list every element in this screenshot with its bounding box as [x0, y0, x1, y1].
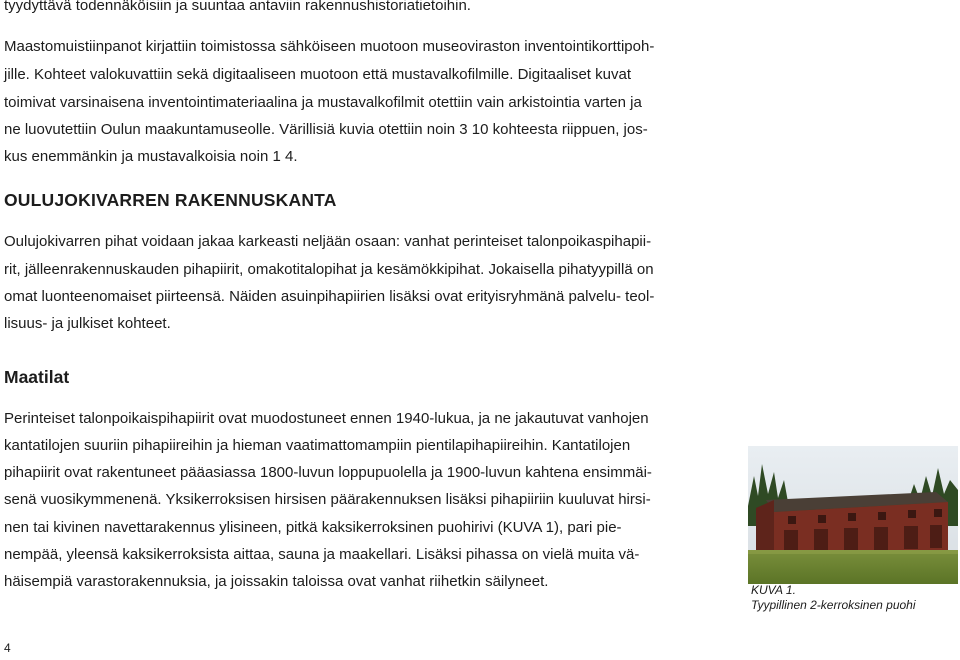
building-photo — [748, 446, 958, 584]
text-line: tyydyttävä todennäköisiin ja suuntaa antaviin rakennushistoriatietoihin. — [4, 0, 471, 14]
text-line: Maastomuistiinpanot kirjattiin toimistossa sähköiseen muotoon museoviraston inventointikorttipoh- — [4, 38, 655, 55]
text-line: Perinteiset talonpoikaispihapiirit ovat muodostuneet ennen 1940-lukua, ja ne jakautuvat vanhojen — [4, 410, 649, 427]
text-line: nen tai kivinen navettarakennus ylisineen, pitkä kaksikerroksinen puohirivi (KUVA 1), pari pie- — [4, 519, 622, 536]
text-line: jille. Kohteet valokuvattiin sekä digitaaliseen muotoon että mustavalkofilmille. Digitaaliset kuvat — [4, 66, 631, 83]
text-line: pihapiirit ovat rakentuneet pääasiassa 1800-luvun loppupuolella ja 1900-luvun kahtena ensimmäi- — [4, 464, 652, 481]
text-line: häisempiä varastorakennuksia, ja joissakin taloissa ovat vanhat riihetkin säilyneet. — [4, 573, 549, 590]
figure-caption-text: Tyypillinen 2-kerroksinen puohi — [751, 598, 916, 612]
text-line: kus enemmänkin ja mustavalkoisia noin 1 4. — [4, 148, 298, 165]
text-line: toimivat varsinaisena inventointimateriaalina ja mustavalkofilmit otettiin vain arkistointia varten ja — [4, 94, 642, 111]
section-heading: OULUJOKIVARREN RAKENNUSKANTA — [4, 190, 337, 210]
text-line: ne luovutettiin Oulun maakuntamuseolle. Värillisiä kuvia otettiin noin 3 10 kohteesta riippuen, jos- — [4, 121, 648, 138]
subsection-heading: Maatilat — [4, 367, 70, 387]
page-number: 4 — [4, 641, 11, 655]
text-line: lisuus- ja julkiset kohteet. — [4, 315, 171, 332]
text-line: senä vuosikymmenenä. Yksikerroksisen hirsisen päärakennuksen lisäksi pihapiiriin kuuluvat hirsi- — [4, 491, 651, 508]
text-line: omat luonteenomaiset piirteensä. Näiden asuinpihapiirien lisäksi ovat erityisryhmänä palvelu- teol- — [4, 288, 655, 305]
text-line: rit, jälleenrakennuskauden pihapiirit, omakotitalopihat ja kesämökkipihat. Jokaisella pihatyypillä on — [4, 261, 654, 278]
text-line: nempää, yleensä kaksikerroksista aittaa, sauna ja maakellari. Lisäksi pihassa on vielä muita vä- — [4, 546, 640, 563]
text-line: kantatilojen suuriin pihapiireihin ja hieman vaatimattomampiin pientilapihapiireihin. Kantatilojen — [4, 437, 631, 454]
figure-caption-label: KUVA 1. — [751, 583, 796, 597]
text-line: Oulujokivarren pihat voidaan jakaa karkeasti neljään osaan: vanhat perinteiset talonpoikaspihapii- — [4, 233, 652, 250]
